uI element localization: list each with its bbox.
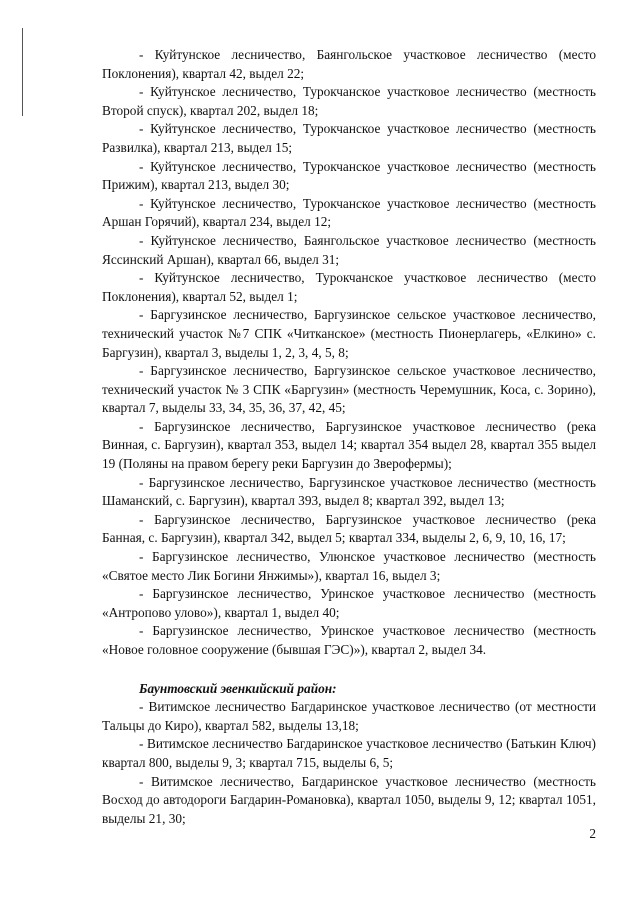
list-item: - Куйтунское лесничество, Баянгольское участковое лесничество (место Поклонения), квартал 42, выдел 22;	[102, 47, 596, 81]
list-item: - Баргузинское лесничество, Уринское участковое лесничество (местность «Антропово улово»), квартал 1, выдел 40;	[102, 586, 596, 620]
list-item: - Баргузинское лесничество, Уринское участковое лесничество (местность «Новое головное сооружение (бывшая ГЭС)»), квартал 2, выдел 34.	[102, 623, 596, 657]
list-item: - Куйтунское лесничество, Турокчанское участковое лесничество (местность Второй спуск), квартал 202, выдел 18;	[102, 84, 596, 118]
list-item: - Куйтунское лесничество, Турокчанское участковое лесничество (местность Аршан Горячий), квартал 234, выдел 12;	[102, 195, 596, 230]
list-item: - Куйтунское лесничество, Турокчанское участковое лесничество (место Поклонения), квартал 52, выдел 1;	[102, 270, 596, 304]
kuytun-barguzin-list	[102, 46, 596, 660]
list-item: - Баргузинское лесничество, Баргузинское участковое лесничество (река Винная, с. Баргузин), квартал 353, выдел 14; квартал 354 выдел 28, квартал 355 выдел 19 (Поляны на правом берегу реки Баргузин до Зверофермы);	[102, 418, 596, 472]
section-heading: Баунтовский эвенкийский район:	[139, 680, 337, 696]
list-item: - Куйтунское лесничество, Баянгольское участковое лесничество (местность Яссинский Аршан), квартал 66, выдел 31;	[102, 232, 596, 267]
list-item: - Баргузинское лесничество, Баргузинское сельское участковое лесничество, технический участок № 3 СПК «Баргузин» (местность Черемушник, Коса, с. Зорино), квартал 7, выделы 33, 34, 35, 36, 37, 42, 45;	[102, 363, 596, 416]
section-gap	[102, 660, 596, 680]
bauntovsky-list	[102, 698, 596, 828]
page-number: 2	[589, 826, 596, 841]
list-item: - Витимское лесничество Багдаринское участковое лесничество (Батькин Ключ) квартал 800, выделы 9, 3; квартал 715, выделы 6, 5;	[102, 736, 596, 770]
list-item: - Витимское лесничество, Багдаринское участковое лесничество (местность Восход до автодороги Багдарин-Романовка), квартал 1050, выделы 9, 12; квартал 1051, выделы 21, 30;	[102, 773, 596, 826]
list-item: - Баргузинское лесничество, Баргузинское сельское участковое лесничество, технический участок №7 СПК «Читканское» (местность Пионерлагерь, «Елкино» с. Баргузин), квартал 3, выделы 1, 2, 3, 4, 5, 8;	[102, 307, 596, 360]
list-item: - Куйтунское лесничество, Турокчанское участковое лесничество (местность Прижим), квартал 213, выдел 30;	[102, 158, 596, 193]
list-item: - Баргузинское лесничество, Баргузинское участковое лесничество (река Банная, с. Баргузин), квартал 342, выдел 5; квартал 334, выделы 2, 6, 9, 10, 16, 17;	[102, 511, 596, 546]
margin-rule	[22, 28, 23, 116]
list-item: - Баргузинское лесничество, Улюнское участковое лесничество (местность «Святое место Лик Богини Янжимы»), квартал 16, выдел 3;	[102, 549, 596, 583]
list-item: - Витимское лесничество Багдаринское участковое лесничество (от местности Тальцы до Киро), квартал 582, выделы 13,18;	[102, 699, 596, 733]
list-item: - Баргузинское лесничество, Баргузинское участковое лесничество (местность Шаманский, с. Баргузин), квартал 393, выдел 8; квартал 392, выдел 13;	[102, 474, 596, 509]
document-body	[102, 46, 596, 828]
list-item: - Куйтунское лесничество, Турокчанское участковое лесничество (местность Развилка), квартал 213, выдел 15;	[102, 121, 596, 155]
